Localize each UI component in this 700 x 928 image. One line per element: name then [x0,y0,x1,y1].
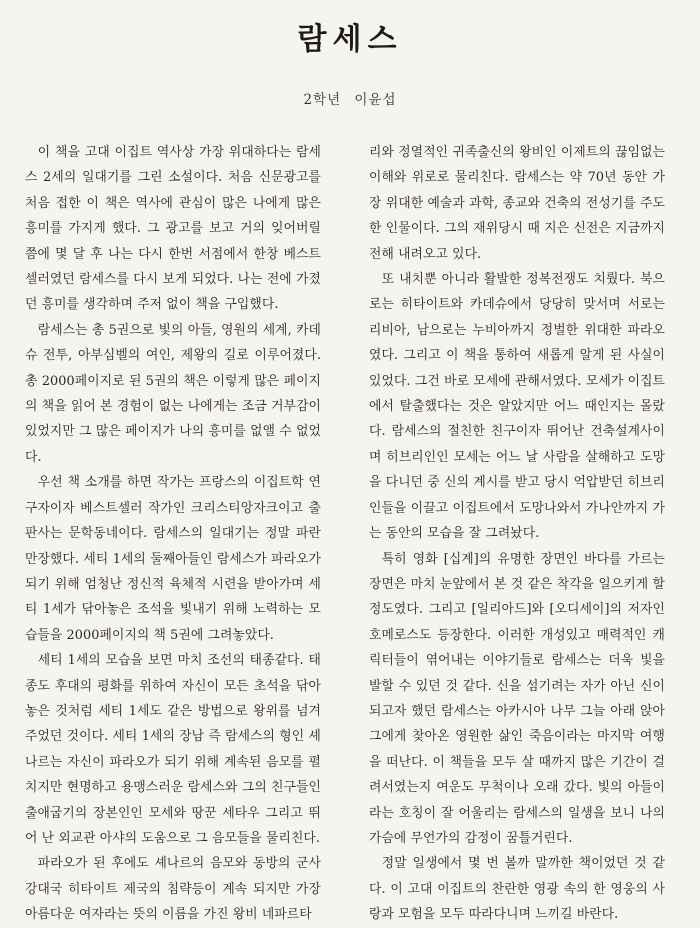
paragraph: 람세스는 총 5권으로 빛의 아들, 영원의 세계, 카데슈 전투, 아부심벨의 여인, 제왕의 길로 이루어졌다. 총 2000페이지로 된 5권의 책은 이렇게 많은 페이지의 책을 읽어 본 경험이 없는 나에게는 조금 거부감이 있었지만 그 많은 페이지가 나의 흥미를 없앨 수 없었다. [25,322,321,465]
author-byline [0,88,700,108]
left-column [25,140,321,928]
paragraph-continued: 리와 정열적인 귀족출신의 왕비인 이제트의 끊임없는 이해와 위로로 물리친다. 람세스는 약 70년 동안 가장 위대한 예술과 과학, 종교와 건축의 전성기를 주도한 인물이다. 그의 재위당시 때 지은 신전은 지금까지 전해 내려오고 있다. [369,145,665,262]
right-column [369,140,665,928]
paragraph: 이 책을 고대 이집트 역사상 가장 위대하다는 람세스 2세의 일대기를 그린 소설이다. 처음 신문광고를 처음 접한 이 책은 역사에 관심이 많은 나에게 많은 흥미를 가지게 했다. 그 광고를 보고 거의 잊어버릴 쯤에 몇 달 후 나는 다시 한번 서점에서 한창 베스트셀러였던 람세스를 다시 보게 되었다. 나는 전에 가졌던 흥미를 생각하며 주저 없이 책을 구입했다. [25,145,321,313]
paragraph: 또 내치뿐 아니라 활발한 정복전쟁도 치뤘다. 북으로는 히타이트와 카데슈에서 당당히 맞서며 서로는 리비아, 남으로는 누비아까지 정벌한 위대한 파라오였다. 그리고 이 책을 통하여 새롭게 알게 된 사실이 있었다. 그건 바로 모세에 관해서였다. 모세가 이집트에서 탈출했다는 것은 알았지만 어느 때인지는 몰랐다. 람세스의 절친한 친구이자 뛰어난 건축설계사이며 히브리인인 모세는 어느 날 사람을 살해하고 도망을 다니던 중 신의 계시를 받고 당시 억압받던 히브리인들을 이끌고 이집트에서 도망나와서 가나안까지 가는 동안의 모습을 잘 그려놨다. [369,272,665,542]
author-name: 이윤섭 [354,92,397,108]
paragraph: 세티 1세의 모습을 보면 마치 조선의 태종같다. 태종도 후대의 평화를 위하여 자신이 모든 초석을 닦아놓은 것처럼 세티 1세도 같은 방법으로 왕위를 넘겨주었던 것이다. 세티 1세의 장남 즉 람세스의 형인 셰나르는 자신이 파라오가 되기 위해 계속된 음모를 펼치지만 현명하고 용맹스러운 람세스와 그의 친구들인 출애굽기의 장본인인 모세와 땅꾼 세타우 그리고 뛰어 난 외교관 아샤의 도움으로 그 음모들을 물리친다. [25,653,321,846]
paragraph: 특히 영화 [십계]의 유명한 장면인 바다를 가르는 장면은 마치 눈앞에서 본 것 같은 착각을 일으키게 할 정도였다. 그리고 [일리아드]와 [오디세이]의 저자인 호메로스도 등장한다. 이러한 개성있고 매력적인 캐릭터들이 엮어내는 이야기들로 람세스는 더욱 빛을 발할 수 있던 것 같다. 신을 섬기려는 자가 아닌 신이 되고자 했던 람세스는 아카시아 나무 그늘 아래 앉아 그에게 찾아온 영원한 삶인 죽음이라는 마지막 여행을 떠난다. 이 책들을 모두 살 때까지 많은 기간이 걸려서였는지 여운도 무척이나 오래 갔다. 빛의 아들이라는 호칭이 잘 어울리는 람세스의 일생을 보니 나의 가슴에 무언가의 감정이 꿈틀거린다. [369,551,665,846]
paragraph: 파라오가 된 후에도 셰나르의 음모와 동방의 군사강대국 히타이트 제국의 침략등이 계속 되지만 가장 아름다운 여자라는 뜻의 이름을 가진 왕비 네파르타 [25,856,321,923]
paragraph: 우선 책 소개를 하면 작가는 프랑스의 이집트학 연구자이자 베스트셀러 작가인 크리스티앙자크이고 출판사는 문학동네이다. 람세스의 일대기는 정말 파란만장했다. 세티 1세의 둘째아들인 람세스가 파라오가 되기 위해 엄청난 정신적 육체적 시련을 받아가며 세티 1세가 닦아놓은 조석을 빛내기 위해 노력하는 모습들을 2000페이지의 책 5권에 그려놓았다. [25,475,321,643]
paragraph: 정말 일생에서 몇 번 볼까 말까한 책이었던 것 같다. 이 고대 이집트의 찬란한 영광 속의 한 영웅의 사랑과 모험을 모두 따라다니며 느끼길 바란다. [369,856,665,923]
article-title: 람세스 [297,22,403,57]
author-grade: 2학년 [303,92,342,108]
